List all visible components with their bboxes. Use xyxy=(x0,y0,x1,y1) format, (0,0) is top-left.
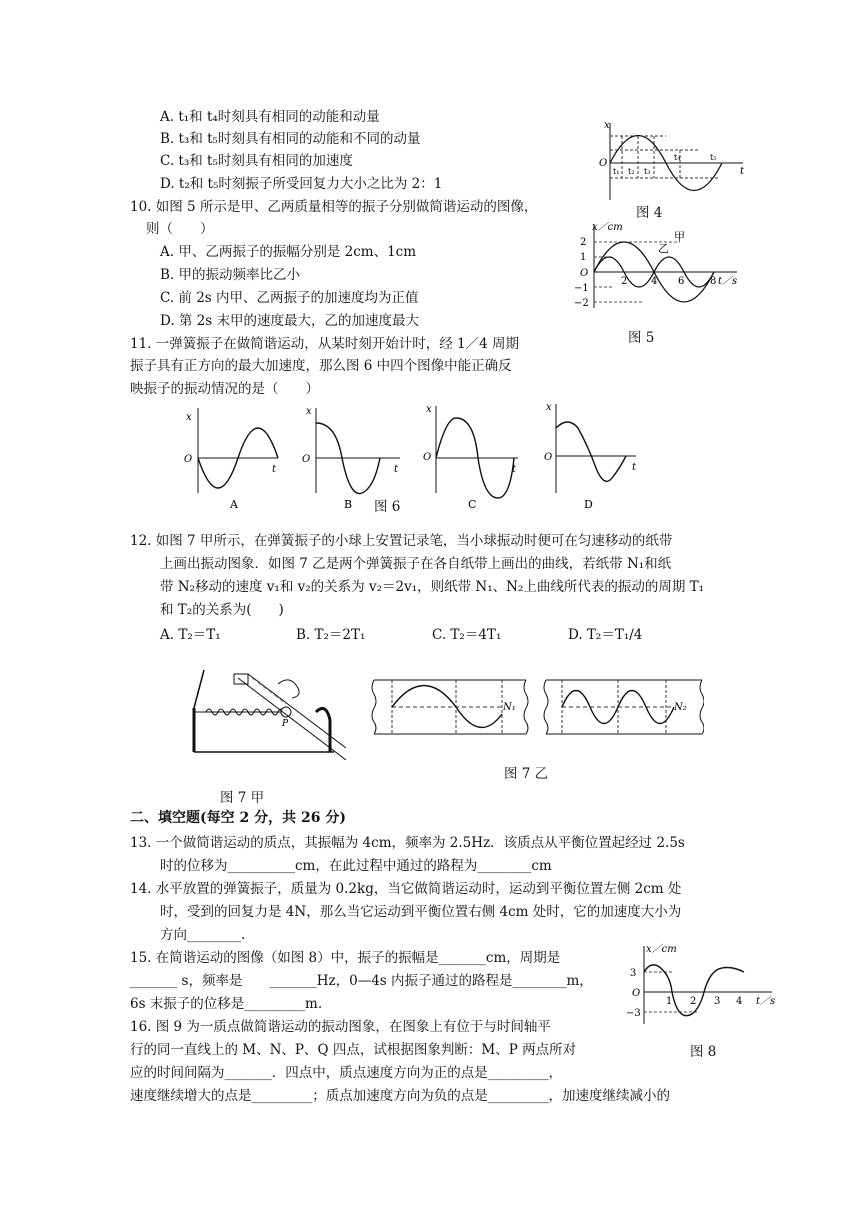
fig7-yi-caption: 图 7 乙 xyxy=(504,766,549,782)
q11-line3: 映振子的振动情况的是（ ） xyxy=(130,381,319,397)
fig8-ytick-3: 3 xyxy=(630,968,637,979)
figure-8 xyxy=(622,942,782,1026)
q15-line3: 6s 末振子的位移是_________m. xyxy=(130,996,323,1012)
fig8-xtick-3: 3 xyxy=(714,996,721,1007)
q11-line1: 11. 一弹簧振子在做简谐运动，从某时刻开始计时，经 1／4 周期 xyxy=(130,336,520,352)
q10-stem-line1: 10. 如图 5 所示是甲、乙两质量相等的振子分别做简谐运动的图像， xyxy=(130,199,538,215)
fig8-xtick-1: 1 xyxy=(666,996,673,1007)
fig5-xtick-2: 2 xyxy=(621,276,628,287)
fig8-xtick-4: 4 xyxy=(736,996,743,1007)
q12-option-c: C. T₂＝4T₁ xyxy=(432,627,502,643)
q9-option-d: D. t₂和 t₅时刻振子所受回复力大小之比为 2：1 xyxy=(160,176,443,192)
fig5-ytick-neg1: −1 xyxy=(574,283,589,294)
fig6-d-origin: O xyxy=(544,452,553,463)
fig6-caption: 图 6 xyxy=(374,499,401,515)
q12-line3: 带 N₂移动的速度 v₁和 v₂的关系为 v₂＝2v₁，则纸带 N₁、N₂上曲线所代表的振动的周期 T₁ xyxy=(160,579,705,595)
figure-5 xyxy=(572,220,744,312)
fig4-origin-label: O xyxy=(599,158,608,169)
fig6-b-origin: O xyxy=(302,454,311,465)
q14-line3: 方向________. xyxy=(160,927,246,943)
fig5-xtick-4: 4 xyxy=(651,276,658,287)
q16-line1: 16. 图 9 为一质点做简谐运动的振动图象，在图象上有位于与时间轴平 xyxy=(130,1019,551,1035)
q14-line2: 时，受到的回复力是 4N，那么当它运动到平衡位置右侧 4cm 处时，它的加速度大小为 xyxy=(160,904,682,920)
q10-option-c: C. 前 2s 内甲、乙两振子的加速度均为正值 xyxy=(160,290,419,306)
fig6-letter-d: D xyxy=(584,498,593,511)
figure-6 xyxy=(178,398,648,514)
q9-option-c: C. t₃和 t₅时刻具有相同的加速度 xyxy=(160,153,353,169)
q12-option-a: A. T₂＝T₁ xyxy=(160,627,221,643)
fig8-caption: 图 8 xyxy=(690,1044,717,1060)
fig6-a-origin: O xyxy=(184,454,193,465)
fig6-c-origin: O xyxy=(423,452,432,463)
fig6-letter-b: B xyxy=(344,498,353,511)
q12-line2: 上画出振动图象．如图 7 乙是两个弹簧振子在各自纸带上画出的曲线，若纸带 N₁和纸 xyxy=(160,556,672,572)
fig6-graph-a xyxy=(184,408,278,511)
q13-line1: 13. 一个做简谐运动的质点，其振幅为 4cm，频率为 2.5Hz．该质点从平衡位置起经过 2.5s xyxy=(130,835,685,851)
q13-line2: 时的位移为__________cm，在此过程中通过的路程为________cm xyxy=(160,858,552,874)
q15-line2: _______ s，频率是 _______Hz，0—4s 内振子通过的路程是________m， xyxy=(130,973,593,989)
fig6-d-t-label: t xyxy=(632,462,637,473)
q12-option-b: B. T₂＝2T₁ xyxy=(296,627,366,643)
fig8-y-label: x／cm xyxy=(646,944,677,955)
q10-option-d: D. 第 2s 末甲的速度最大，乙的加速度最大 xyxy=(160,313,420,329)
fig5-ytick-o: O xyxy=(580,268,589,279)
fig4-t-label: t xyxy=(740,166,745,177)
fig8-x-label: t／s xyxy=(756,996,776,1007)
fig7-tape-n2 xyxy=(544,680,704,734)
fig8-ytick-neg3: −3 xyxy=(626,1008,641,1019)
q10-option-b: B. 甲的振动频率比乙小 xyxy=(160,267,301,283)
fig4-t5-label: t₅ xyxy=(710,153,717,162)
q15-line1: 15. 在简谐运动的图像（如图 8）中，振子的振幅是_______cm，周期是 xyxy=(130,950,561,966)
fig5-xtick-6: 6 xyxy=(678,276,685,287)
fig7-jia-caption: 图 7 甲 xyxy=(220,790,265,806)
fig7-n1-label: N₁ xyxy=(503,702,516,713)
q9-option-a: A. t₁和 t₄时刻具有相同的动能和动量 xyxy=(160,109,380,125)
q14-line1: 14. 水平放置的弹簧振子，质量为 0.2kg，当它做简谐运动时，运动到平衡位置左侧 2cm 处 xyxy=(130,881,682,897)
fig4-t3-label: t₃ xyxy=(644,167,651,176)
figure-7-jia xyxy=(186,668,346,760)
fig6-c-x-label: x xyxy=(426,404,432,415)
fig7-tape-n1 xyxy=(372,680,528,734)
fig4-t1-label: t₁ xyxy=(613,167,620,176)
fig4-x-label: x xyxy=(604,120,610,131)
fig6-letter-c: C xyxy=(468,498,477,511)
fig6-a-x-label: x xyxy=(186,412,192,423)
q16-line2: 行的同一直线上的 M、N、P、Q 四点，试根据图象判断：M、P 两点所对 xyxy=(130,1042,577,1058)
q16-line3: 应的时间间隔为_______．四点中，质点速度方向为正的点是_________， xyxy=(130,1065,562,1081)
fig5-ytick-2: 2 xyxy=(580,237,587,248)
q12-option-d: D. T₂＝T₁/4 xyxy=(568,627,643,643)
fig6-graph-c xyxy=(423,404,518,511)
fig6-d-x-label: x xyxy=(546,402,552,413)
figure-4 xyxy=(598,118,748,204)
fig6-graph-d xyxy=(544,402,637,511)
fig6-c-t-label: t xyxy=(512,464,517,475)
fig4-caption: 图 4 xyxy=(636,205,663,221)
fig5-caption: 图 5 xyxy=(628,330,655,346)
q12-line1: 12. 如图 7 甲所示，在弹簧振子的小球上安置记录笔，当小球振动时便可在匀速移动的纸带 xyxy=(130,533,673,549)
q11-line2: 振子具有正方向的最大加速度，那么图 6 中四个图像中能正确反 xyxy=(130,358,512,374)
fig4-t4-label: t₄ xyxy=(674,153,681,162)
fig7-n2-label: N₂ xyxy=(674,702,687,713)
figure-7-yi xyxy=(368,674,704,744)
q10-option-a: A. 甲、乙两振子的振幅分别是 2cm、1cm xyxy=(160,244,417,260)
fig5-xtick-8: 8 xyxy=(710,276,717,287)
fig8-xtick-2: 2 xyxy=(690,996,697,1007)
fig5-x-label: t／s xyxy=(718,276,738,287)
fig5-ytick-1: 1 xyxy=(580,252,587,263)
q9-option-b: B. t₃和 t₅时刻具有相同的动能和不同的动量 xyxy=(160,131,421,147)
fig6-a-t-label: t xyxy=(272,464,277,475)
fig5-y-label: x／cm xyxy=(592,222,623,233)
fig6-b-t-label: t xyxy=(394,464,399,475)
fig6-b-x-label: x xyxy=(306,406,312,417)
fig7-p-label: P xyxy=(282,719,289,729)
q10-stem-line2: 则（ ） xyxy=(146,221,214,237)
q12-line4: 和 T₂的关系为( ) xyxy=(160,602,284,618)
fig5-yi-label: 乙 xyxy=(658,242,669,255)
fig6-letter-a: A xyxy=(230,498,238,511)
fig4-t2-label: t₂ xyxy=(628,167,635,176)
fig5-ytick-neg2: −2 xyxy=(574,298,589,309)
q16-line4: 速度继续增大的点是_________；质点加速度方向为负的点是_________，加速度继续减小的 xyxy=(130,1088,670,1104)
section2-title: 二、填空题(每空 2 分，共 26 分) xyxy=(130,810,346,826)
fig5-jia-label: 甲 xyxy=(674,230,685,243)
fig8-origin: O xyxy=(632,988,641,999)
